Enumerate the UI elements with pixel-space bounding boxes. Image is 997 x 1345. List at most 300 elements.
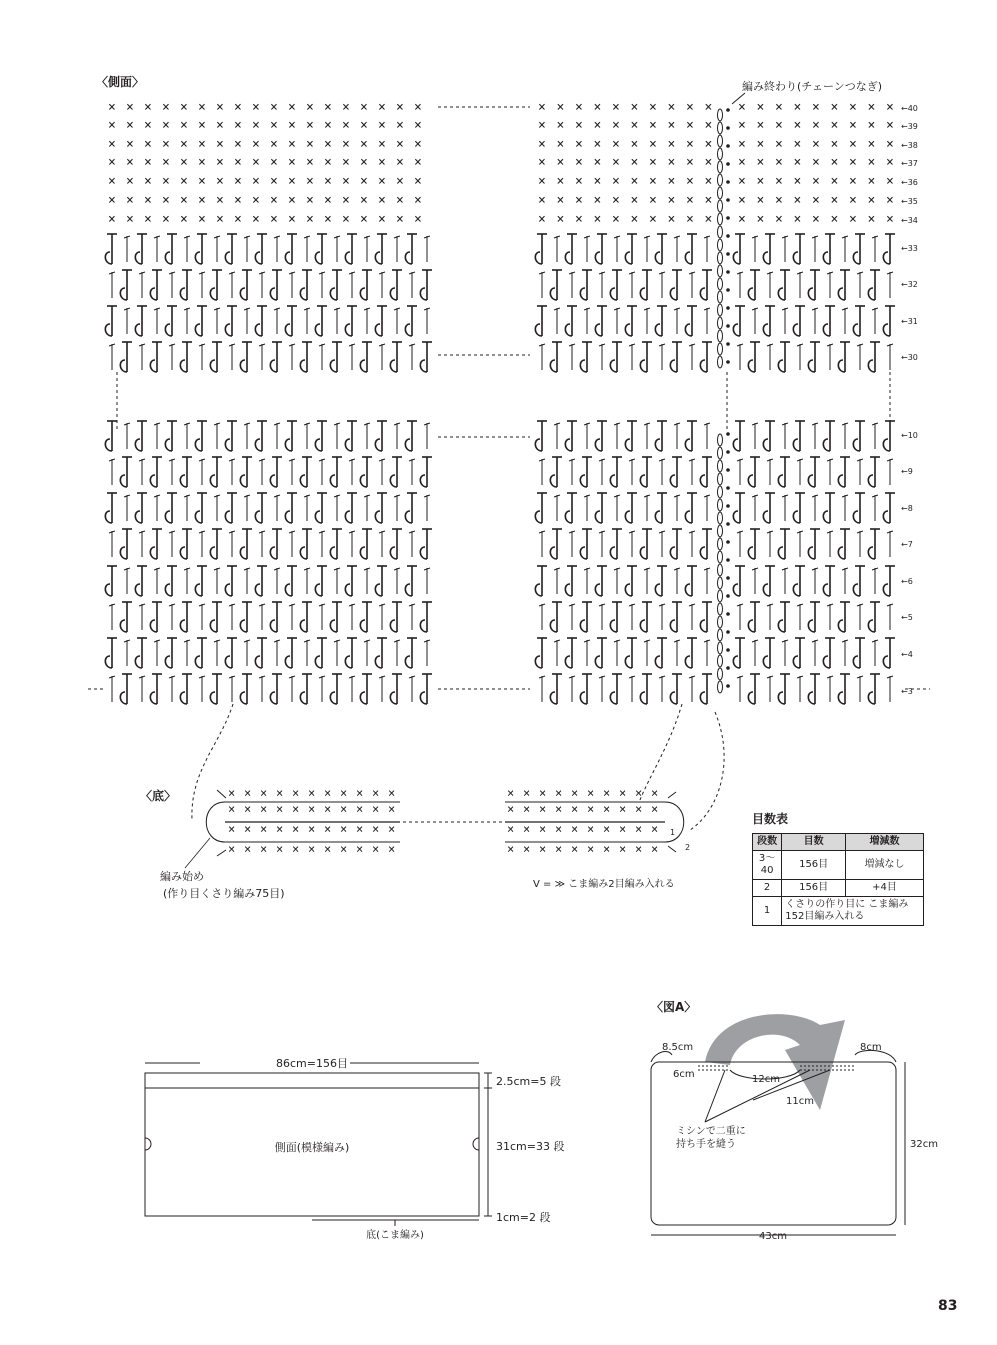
pattern-stitch xyxy=(270,529,282,559)
chain-stitch xyxy=(718,681,723,693)
pattern-stitch xyxy=(584,495,590,521)
pattern-stitch xyxy=(229,272,235,298)
single-crochet-mark: × xyxy=(342,212,350,227)
pattern-stitch xyxy=(883,421,895,451)
pattern-stitch xyxy=(424,423,430,449)
pattern-stitch xyxy=(887,459,893,485)
pattern-stitch xyxy=(614,308,620,334)
pattern-stitch xyxy=(229,459,235,485)
single-crochet-mark: × xyxy=(775,155,783,170)
pattern-stitch xyxy=(808,602,820,632)
bottom-marker-2: 2 xyxy=(685,843,691,852)
pattern-stitch xyxy=(184,640,190,666)
single-crochet-mark: × xyxy=(575,100,583,115)
single-crochet-mark: × xyxy=(288,118,296,133)
single-crochet-mark: × xyxy=(396,118,404,133)
pattern-stitch xyxy=(763,306,775,336)
single-crochet-mark: × xyxy=(324,174,332,189)
single-crochet-mark: × xyxy=(867,193,876,208)
single-crochet-mark: × xyxy=(538,174,546,189)
pattern-stitch xyxy=(842,568,848,594)
bottom-single-crochet-mark: × xyxy=(388,802,396,816)
single-crochet-mark: × xyxy=(686,212,694,227)
single-crochet-mark: × xyxy=(324,100,332,115)
pattern-stitch xyxy=(629,531,635,557)
pattern-stitch xyxy=(733,421,745,451)
pattern-stitch xyxy=(105,306,117,336)
pattern-stitch xyxy=(330,529,342,559)
pattern-stitch xyxy=(629,344,635,370)
pattern-stitch xyxy=(240,674,252,704)
pattern-stitch xyxy=(887,272,893,298)
pattern-stitch xyxy=(614,423,620,449)
chain-stitch xyxy=(718,278,723,290)
chain-stitch xyxy=(718,551,723,563)
single-crochet-mark: × xyxy=(704,100,713,115)
bottom-single-crochet-mark: × xyxy=(292,842,300,856)
pattern-stitch xyxy=(569,344,575,370)
slip-stitch xyxy=(726,450,730,454)
table-row xyxy=(753,851,924,880)
single-crochet-mark: × xyxy=(738,155,746,170)
pattern-stitch xyxy=(584,236,590,262)
single-crochet-mark: × xyxy=(686,137,694,152)
pattern-stitch xyxy=(409,531,415,557)
bottom-single-crochet-mark: × xyxy=(603,822,611,836)
pattern-stitch xyxy=(330,270,342,300)
single-crochet-mark: × xyxy=(867,212,876,227)
pattern-stitch xyxy=(883,306,895,336)
single-crochet-mark: × xyxy=(886,118,894,133)
pattern-stitch xyxy=(424,495,430,521)
pattern-stitch xyxy=(838,457,850,487)
pattern-stitch xyxy=(640,529,652,559)
bottom-single-crochet-mark: × xyxy=(619,786,627,800)
pattern-stitch-blocks xyxy=(105,234,895,704)
pattern-stitch xyxy=(685,493,697,523)
pattern-stitch xyxy=(360,342,372,372)
single-crochet-mark: × xyxy=(126,100,134,115)
single-crochet-mark: × xyxy=(414,193,422,208)
pattern-stitch xyxy=(752,568,758,594)
single-crochet-mark: × xyxy=(360,193,368,208)
pattern-stitch xyxy=(199,604,205,630)
bottom-single-crochet-mark: × xyxy=(523,842,531,856)
pattern-stitch xyxy=(569,531,575,557)
pattern-stitch xyxy=(812,423,818,449)
single-crochet-mark: × xyxy=(306,155,314,170)
pattern-stitch xyxy=(120,342,132,372)
single-crochet-mark: × xyxy=(667,174,676,189)
bottom-single-crochet-mark: × xyxy=(523,802,531,816)
pattern-stitch xyxy=(360,457,372,487)
pattern-stitch xyxy=(655,638,667,668)
bottom-single-crochet-mark: × xyxy=(228,822,236,836)
pattern-stitch xyxy=(405,638,417,668)
pattern-stitch xyxy=(704,495,710,521)
pattern-stitch xyxy=(640,674,652,704)
single-crochet-mark: × xyxy=(180,118,188,133)
bottom-single-crochet-mark: × xyxy=(244,842,252,856)
single-crochet-mark: × xyxy=(686,100,694,115)
layout-dim-mid: 31cm=33 段 xyxy=(496,1140,565,1153)
pattern-stitch xyxy=(644,495,650,521)
single-crochet-mark: × xyxy=(306,174,314,189)
slip-stitch xyxy=(726,306,730,310)
single-crochet-mark: × xyxy=(612,137,620,152)
single-crochet-mark: × xyxy=(775,118,783,133)
single-crochet-mark: × xyxy=(649,118,657,133)
chain-stitch xyxy=(718,525,723,537)
pattern-stitch xyxy=(868,529,880,559)
pattern-stitch xyxy=(797,604,803,630)
single-crochet-mark: × xyxy=(414,137,422,152)
pattern-stitch xyxy=(595,421,607,451)
slip-stitch xyxy=(726,630,730,634)
pattern-stitch xyxy=(165,566,177,596)
pattern-stitch xyxy=(304,308,310,334)
single-crochet-mark: × xyxy=(575,118,583,133)
pattern-stitch xyxy=(778,674,790,704)
pattern-stitch xyxy=(704,308,710,334)
pattern-stitch xyxy=(689,604,695,630)
pattern-stitch xyxy=(244,308,250,334)
pattern-stitch xyxy=(210,674,222,704)
cell-row: 3～40 xyxy=(753,851,782,880)
pattern-stitch xyxy=(838,602,850,632)
single-crochet-mark: × xyxy=(538,118,546,133)
pattern-stitch xyxy=(752,423,758,449)
pattern-stitch xyxy=(883,566,895,596)
layout-dim-bottom: 1cm=2 段 xyxy=(496,1211,551,1224)
bottom-single-crochet-mark: × xyxy=(388,842,396,856)
single-crochet-mark: × xyxy=(575,174,583,189)
pattern-stitch xyxy=(823,493,835,523)
figure-a-right-top: 8cm xyxy=(860,1042,882,1053)
pattern-stitch xyxy=(124,423,130,449)
pattern-stitch xyxy=(767,344,773,370)
slip-stitch xyxy=(726,324,730,328)
single-crochet-mark: × xyxy=(144,212,152,227)
bottom-single-crochet-mark: × xyxy=(619,822,627,836)
pattern-stitch xyxy=(793,566,805,596)
pattern-stitch xyxy=(689,272,695,298)
pattern-stitch xyxy=(210,342,222,372)
slip-stitch xyxy=(726,180,730,184)
pattern-stitch xyxy=(823,234,835,264)
single-crochet-mark: × xyxy=(378,212,386,227)
single-crochet-mark: × xyxy=(738,100,746,115)
slip-stitch xyxy=(726,432,730,436)
pattern-stitch xyxy=(229,676,235,702)
pattern-stitch xyxy=(610,342,622,372)
chain-stitch xyxy=(718,642,723,654)
chain-stitch xyxy=(718,200,723,212)
pattern-stitch xyxy=(599,676,605,702)
chain-stitch xyxy=(718,265,723,277)
pattern-stitch xyxy=(752,640,758,666)
pattern-stitch xyxy=(169,604,175,630)
pattern-stitch xyxy=(793,638,805,668)
single-crochet-mark: × xyxy=(414,174,422,189)
pattern-stitch xyxy=(614,640,620,666)
single-crochet-mark: × xyxy=(849,118,857,133)
pattern-stitch xyxy=(184,568,190,594)
pattern-stitch xyxy=(689,676,695,702)
single-crochet-mark: × xyxy=(593,100,602,115)
bottom-single-crochet-mark: × xyxy=(635,842,643,856)
single-crochet-mark: × xyxy=(108,193,116,208)
pattern-stitch xyxy=(315,306,327,336)
single-crochet-mark: × xyxy=(162,193,170,208)
page-number: 83 xyxy=(938,1298,958,1314)
bottom-single-crochet-mark: × xyxy=(276,802,284,816)
single-crochet-mark: × xyxy=(342,137,350,152)
chain-join-column xyxy=(718,108,730,693)
pattern-stitch xyxy=(349,531,355,557)
chain-stitch xyxy=(718,109,723,121)
single-crochet-mark: × xyxy=(360,212,368,227)
figure-a-width: 43cm xyxy=(759,1231,787,1242)
single-crochet-mark: × xyxy=(378,100,386,115)
bottom-single-crochet-mark: × xyxy=(555,822,563,836)
pattern-stitch xyxy=(857,676,863,702)
pattern-stitch xyxy=(827,604,833,630)
pattern-stitch xyxy=(289,531,295,557)
bottom-single-crochet-mark: × xyxy=(539,786,547,800)
pattern-stitch xyxy=(629,676,635,702)
single-crochet-mark: × xyxy=(270,193,278,208)
pattern-stitch xyxy=(689,459,695,485)
row-number: ←10 xyxy=(901,431,918,440)
pattern-stitch xyxy=(674,640,680,666)
single-crochet-mark: × xyxy=(556,118,565,133)
pattern-stitch xyxy=(394,640,400,666)
bottom-single-crochet-mark: × xyxy=(507,842,515,856)
pattern-stitch xyxy=(857,459,863,485)
single-crochet-mark: × xyxy=(612,118,620,133)
chain-stitch xyxy=(718,356,723,368)
pattern-stitch xyxy=(420,342,432,372)
pattern-stitch xyxy=(420,270,432,300)
single-crochet-mark: × xyxy=(775,193,783,208)
pattern-stitch xyxy=(169,459,175,485)
single-crochet-mark: × xyxy=(849,137,857,152)
pattern-stitch xyxy=(214,495,220,521)
bottom-single-crochet-mark: × xyxy=(228,786,236,800)
single-crochet-mark: × xyxy=(593,155,602,170)
pattern-stitch xyxy=(154,423,160,449)
pattern-stitch xyxy=(584,568,590,594)
slip-stitch xyxy=(726,504,730,508)
pattern-stitch xyxy=(857,531,863,557)
slip-stitch xyxy=(726,126,730,130)
pattern-stitch xyxy=(644,640,650,666)
pattern-stitch xyxy=(550,270,562,300)
pattern-stitch xyxy=(554,495,560,521)
single-crochet-mark: × xyxy=(144,137,152,152)
pattern-stitch xyxy=(823,566,835,596)
chain-stitch xyxy=(718,304,723,316)
chain-stitch xyxy=(718,603,723,615)
pattern-stitch xyxy=(812,236,818,262)
layout-center-label: 側面(模様編み) xyxy=(274,1141,350,1154)
cell-row: 2 xyxy=(753,880,782,897)
pattern-stitch xyxy=(640,602,652,632)
bottom-single-crochet-mark: × xyxy=(244,822,252,836)
pattern-stitch xyxy=(289,272,295,298)
pattern-stitch xyxy=(842,423,848,449)
pattern-stitch xyxy=(868,342,880,372)
stitch-count-table xyxy=(752,810,924,926)
single-crochet-mark: × xyxy=(849,174,857,189)
pattern-stitch xyxy=(105,566,117,596)
bottom-single-crochet-mark: × xyxy=(356,842,364,856)
pattern-stitch xyxy=(240,529,252,559)
pattern-stitch xyxy=(195,234,207,264)
pattern-stitch xyxy=(793,234,805,264)
bottom-single-crochet-mark: × xyxy=(292,802,300,816)
pattern-stitch xyxy=(240,602,252,632)
bottom-single-crochet-mark: × xyxy=(555,842,563,856)
pattern-stitch xyxy=(259,344,265,370)
pattern-stitch xyxy=(565,638,577,668)
row-number: ←5 xyxy=(901,613,913,622)
single-crochet-mark: × xyxy=(126,118,134,133)
pattern-stitch xyxy=(857,272,863,298)
pattern-stitch xyxy=(610,270,622,300)
pattern-stitch xyxy=(883,234,895,264)
pattern-stitch xyxy=(270,457,282,487)
pattern-stitch xyxy=(748,457,760,487)
chain-stitch xyxy=(718,460,723,472)
slip-stitch xyxy=(726,144,730,148)
cell-row: 1 xyxy=(753,897,782,926)
row-number: ←38 xyxy=(901,141,918,150)
pattern-stitch xyxy=(195,421,207,451)
single-crochet-mark: × xyxy=(886,137,894,152)
pattern-stitch xyxy=(285,234,297,264)
pattern-stitch xyxy=(670,602,682,632)
omission-dashes xyxy=(88,107,930,830)
pattern-stitch xyxy=(255,638,267,668)
single-crochet-mark: × xyxy=(360,137,368,152)
pattern-stitch xyxy=(539,459,545,485)
pattern-stitch xyxy=(360,270,372,300)
pattern-stitch xyxy=(700,674,712,704)
pattern-stitch xyxy=(670,457,682,487)
pattern-stitch xyxy=(225,421,237,451)
figure-a-handle-drop: 6cm xyxy=(673,1069,695,1080)
single-crochet-mark: × xyxy=(630,118,639,133)
pattern-stitch xyxy=(704,423,710,449)
pattern-stitch xyxy=(364,423,370,449)
pattern-stitch xyxy=(180,270,192,300)
pattern-stitch xyxy=(330,457,342,487)
slip-stitch xyxy=(726,576,730,580)
single-crochet-mark: × xyxy=(756,174,765,189)
pattern-stitch xyxy=(334,568,340,594)
pattern-stitch xyxy=(109,676,115,702)
pattern-stitch xyxy=(225,234,237,264)
single-crochet-mark: × xyxy=(756,137,765,152)
pattern-stitch xyxy=(685,566,697,596)
pattern-stitch xyxy=(872,423,878,449)
table-row xyxy=(753,880,924,897)
single-crochet-mark: × xyxy=(830,118,839,133)
single-crochet-mark: × xyxy=(886,174,894,189)
pattern-stitch xyxy=(364,308,370,334)
single-crochet-mark: × xyxy=(812,137,820,152)
pattern-stitch xyxy=(195,306,207,336)
pattern-stitch xyxy=(360,602,372,632)
single-crochet-mark: × xyxy=(162,137,170,152)
pattern-stitch xyxy=(842,236,848,262)
pattern-stitch xyxy=(644,236,650,262)
pattern-stitch xyxy=(763,566,775,596)
pattern-stitch xyxy=(180,602,192,632)
single-crochet-mark: × xyxy=(162,174,170,189)
bottom-single-crochet-mark: × xyxy=(308,822,316,836)
single-crochet-mark: × xyxy=(342,100,350,115)
pattern-stitch xyxy=(184,308,190,334)
pattern-stitch xyxy=(767,604,773,630)
pattern-stitch xyxy=(105,638,117,668)
bottom-single-crochet-mark: × xyxy=(619,842,627,856)
single-crochet-mark: × xyxy=(849,193,857,208)
pattern-stitch xyxy=(704,568,710,594)
bottom-single-crochet-mark: × xyxy=(356,802,364,816)
slip-stitch xyxy=(726,270,730,274)
figure-a-handle-diag: 11cm xyxy=(786,1096,814,1107)
pattern-stitch xyxy=(737,272,743,298)
bottom-single-crochet-mark: × xyxy=(228,802,236,816)
pattern-stitch xyxy=(105,493,117,523)
bottom-single-crochet-mark: × xyxy=(308,802,316,816)
slip-stitch xyxy=(726,162,730,166)
single-crochet-mark: × xyxy=(216,118,224,133)
pattern-stitch xyxy=(842,308,848,334)
pattern-stitch xyxy=(274,423,280,449)
pattern-stitch xyxy=(782,495,788,521)
single-crochet-mark: × xyxy=(288,212,296,227)
single-crochet-mark: × xyxy=(593,193,602,208)
pattern-stitch xyxy=(629,459,635,485)
pattern-stitch xyxy=(345,306,357,336)
pattern-stitch xyxy=(550,674,562,704)
pattern-stitch xyxy=(689,531,695,557)
bottom-single-crochet-mark: × xyxy=(571,802,579,816)
pattern-stitch xyxy=(733,306,745,336)
pattern-stitch xyxy=(304,568,310,594)
pattern-stitch xyxy=(315,421,327,451)
pattern-stitch xyxy=(655,234,667,264)
chain-stitch xyxy=(718,148,723,160)
single-crochet-mark: × xyxy=(538,137,546,152)
single-crochet-mark: × xyxy=(378,193,386,208)
pattern-stitch xyxy=(599,459,605,485)
single-crochet-mark: × xyxy=(667,193,676,208)
side-section-title: 〈側面〉 xyxy=(96,75,145,89)
single-crochet-mark: × xyxy=(756,193,765,208)
pattern-stitch xyxy=(580,457,592,487)
pattern-stitch xyxy=(610,602,622,632)
single-crochet-mark: × xyxy=(234,118,242,133)
bottom-single-crochet-mark: × xyxy=(651,822,659,836)
pattern-stitch xyxy=(580,602,592,632)
pattern-stitch xyxy=(853,234,865,264)
figure-a-left-top: 8.5cm xyxy=(662,1042,694,1053)
